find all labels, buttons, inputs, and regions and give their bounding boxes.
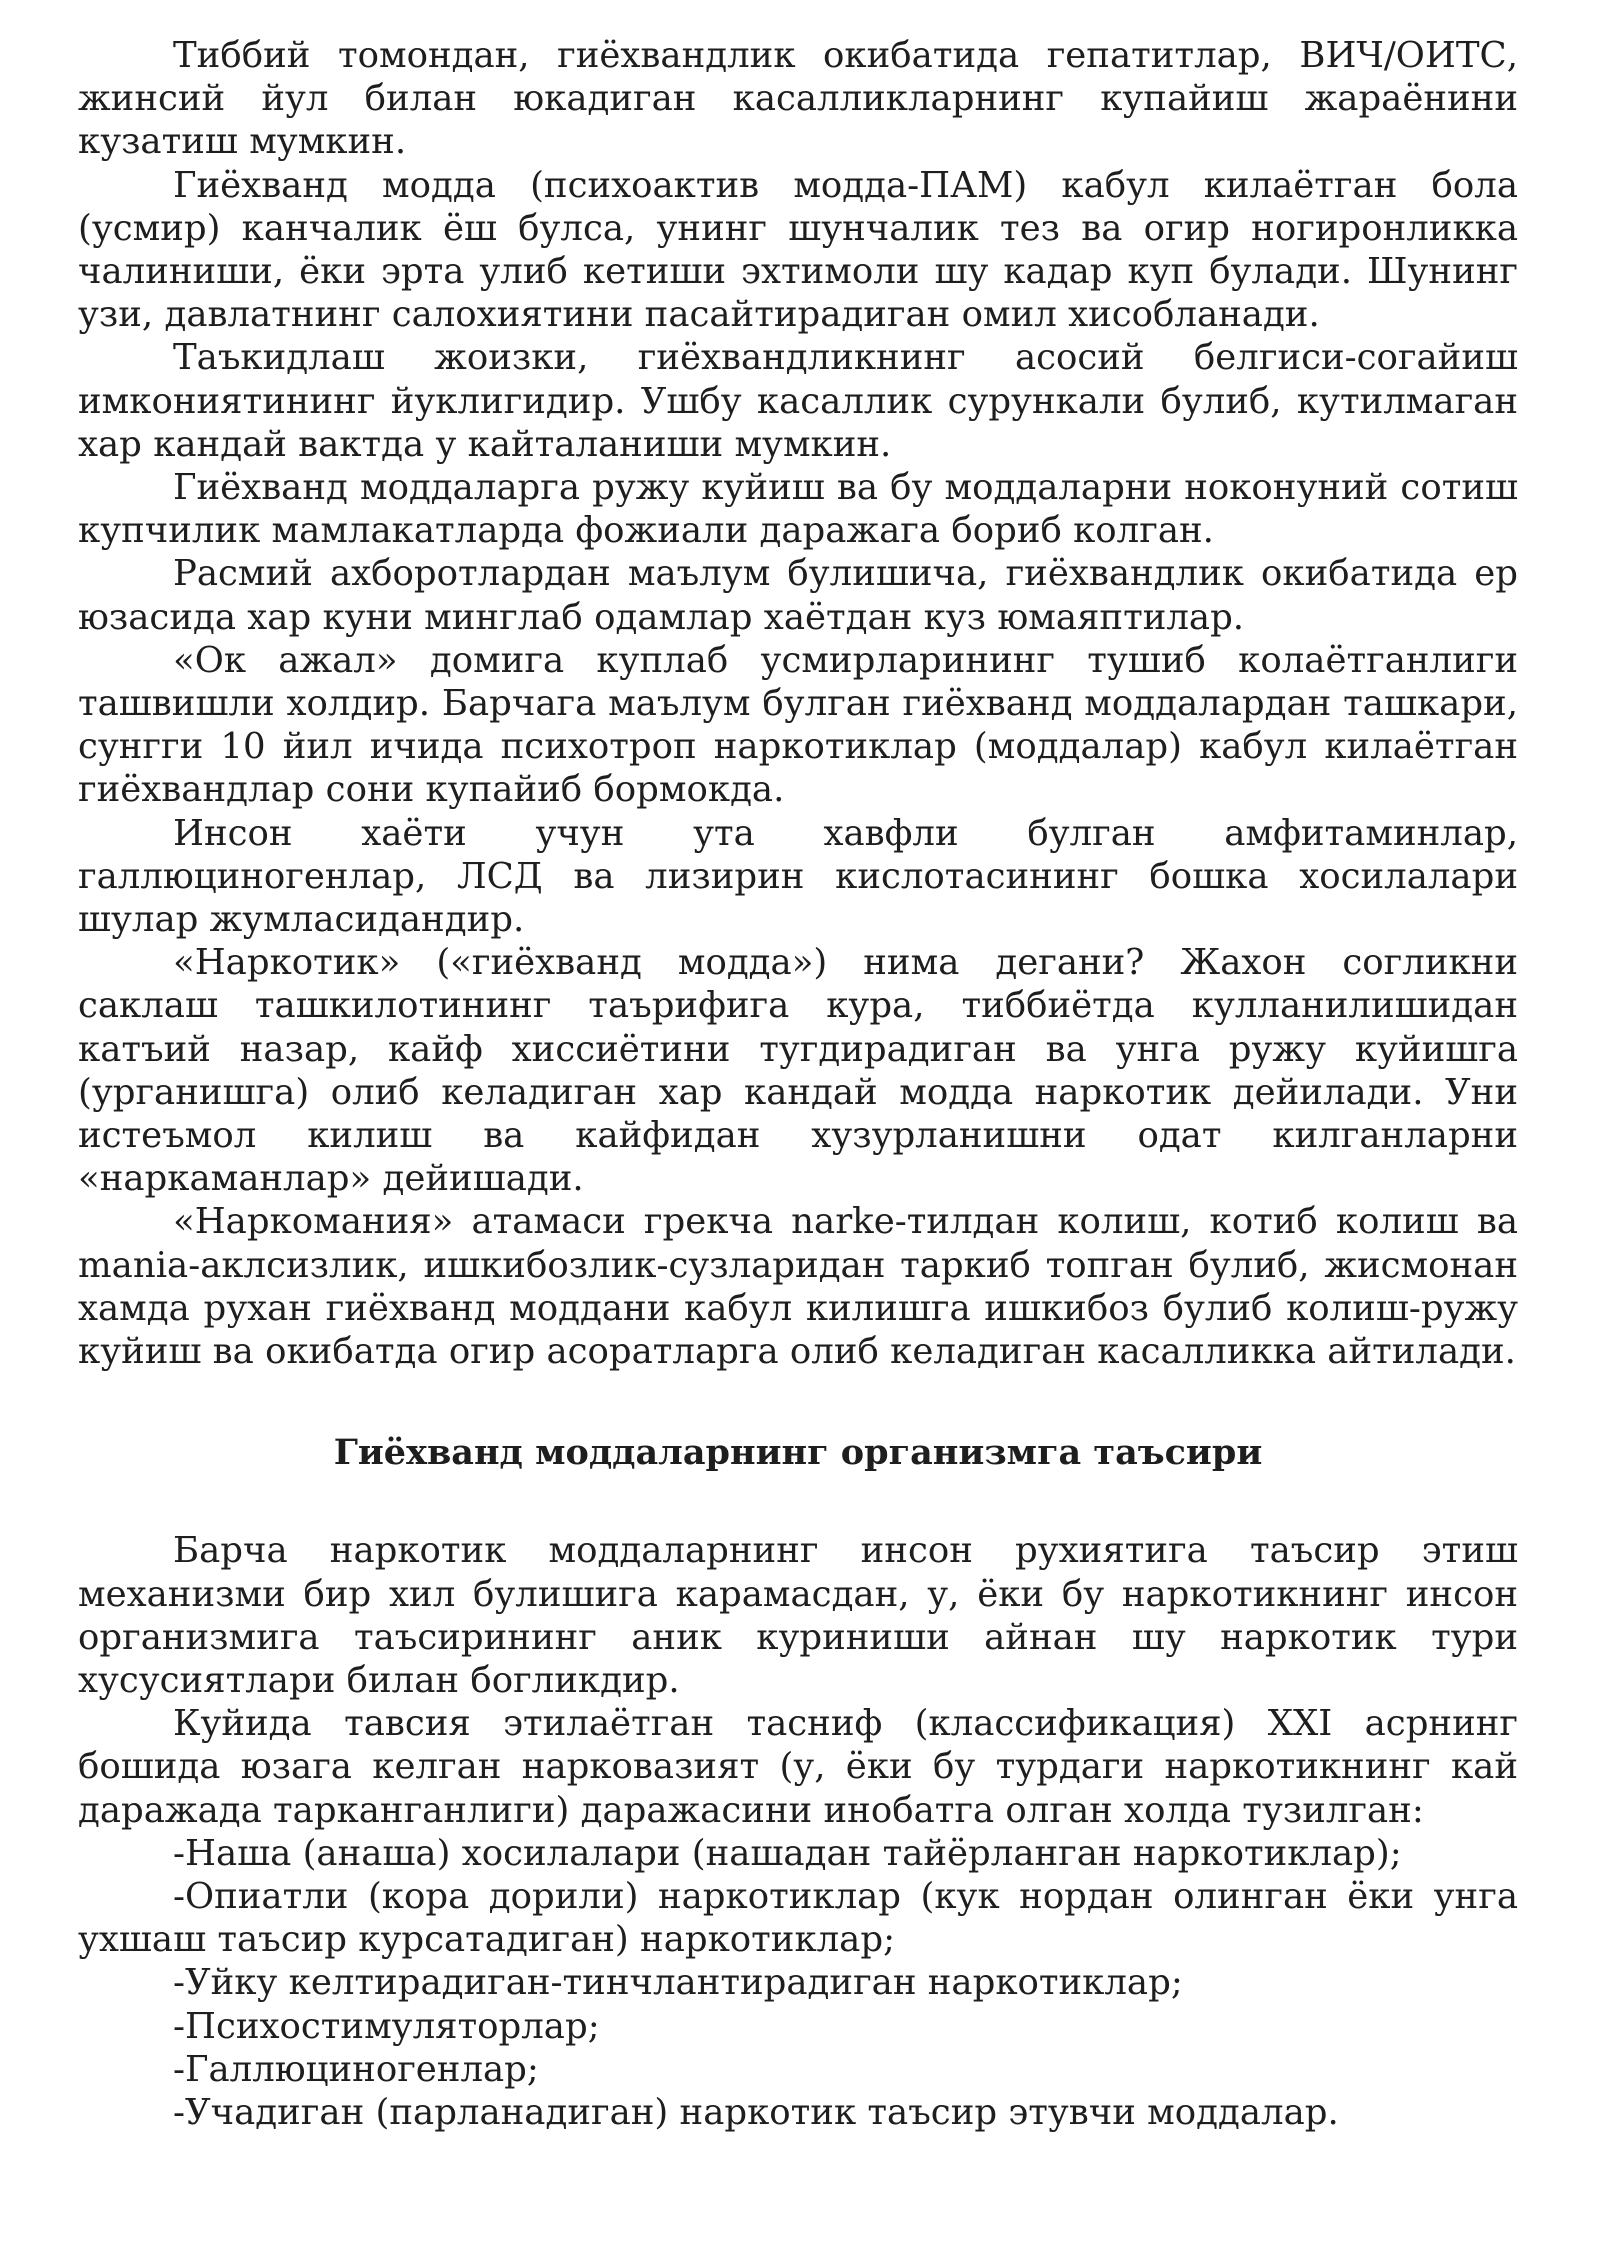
list-item: -Опиатли (кора дорили) наркотиклар (кук нордан олинган ёки унга ухшаш таъсир курсатадиган) наркотиклар;	[78, 1875, 1518, 1961]
paragraph: Инсон хаёти учун ута хавфли булган амфитаминлар, галлюциногенлар, ЛСД ва лизирин кислотасининг бошка хосилалари шулар жумласидандир.	[78, 812, 1518, 941]
classification-list	[78, 1832, 1518, 2134]
paragraph: Барча наркотик моддаларнинг инсон рухиятига таъсир этиш механизми бир хил булишига карамасдан, у, ёки бу наркотикнинг инсон организмига таъсирининг аник куриниши айнан шу наркотик тури хусусиятлари билан богликдир.	[78, 1530, 1518, 1701]
section-effects	[78, 1529, 1518, 2134]
list-item: -Психостимуляторлар;	[173, 2005, 600, 2047]
list-item: -Наша (анаша) хосилалари (нашадан тайёрланган наркотиклар);	[173, 1832, 1402, 1874]
paragraph: Гиёхванд моддаларга ружу куйиш ва бу моддаларни ноконуний сотиш купчилик мамлакатларда фожиали даражага бориб колган.	[78, 467, 1518, 552]
paragraph: «Ок ажал» домига куплаб усмирларининг тушиб колаётганлиги ташвишли холдир. Барчага маълум булган гиёхванд моддалардан ташкари, сунгги 10 йил ичида психотроп наркотиклар (моддалар) кабул килаётган гиёхвандлар сони купайиб бормокда.	[78, 639, 1518, 811]
section-intro	[78, 34, 1518, 1373]
list-item: -Галлюциногенлар;	[173, 2048, 539, 2090]
list-item: -Учадиган (парланадиган) наркотик таъсир этувчи моддалар.	[173, 2091, 1339, 2133]
paragraph: Расмий ахборотлардан маълум булишича, гиёхвандлик окибатида ер юзасида хар куни минглаб одамлар хаётдан куз юмаяптилар.	[78, 553, 1518, 638]
paragraph: Гиёхванд модда (психоактив модда-ПАМ) кабул килаётган бола (усмир) канчалик ёш булса, унинг шунчалик тез ва огир ногиронликка чалиниши, ёки эрта улиб кетиши эхтимоли шу кадар куп булади. Шунинг узи, давлатнинг салохиятини пасайтирадиган омил хисобланади.	[78, 164, 1518, 336]
paragraph: «Наркотик» («гиёхванд модда») нима дегани? Жахон согликни саклаш ташкилотининг таърифига кура, тиббиётда кулланилишидан катъий назар, кайф хиссиётини тугдирадиган ва унга ружу куйишга (урганишга) олиб келадиган хар кандай модда наркотик дейилади. Уни истеъмол килиш ва кайфидан хузурланишни одат килганларни «наркаманлар» дейишади.	[78, 942, 1518, 1200]
paragraph: «Наркомания» атамаси грекча narke-тилдан колиш, котиб колиш ва mania-аклсизлик, ишкибозлик-сузларидан таркиб топган булиб, жисмонан хамда рухан гиёхванд моддани кабул килишга ишкибоз булиб колиш-ружу куйиш ва окибатда огир асоратларга олиб келадиган касалликка айтилади.	[78, 1201, 1518, 1373]
section-heading: Гиёхванд моддаларнинг организмга таъсири	[333, 1432, 1263, 1474]
paragraph: Куйида тавсия этилаётган тасниф (классификация) XXI асрнинг бошида юзага келган нарковазият (у, ёки бу турдаги наркотикнинг кай даражада тарканганлиги) даражасини инобатга олган холда тузилган:	[78, 1703, 1518, 1831]
paragraph: Тиббий томондан, гиёхвандлик окибатида гепатитлар, ВИЧ/ОИТС, жинсий йул билан юкадиган касалликларнинг купайиш жараёнини кузатиш мумкин.	[78, 35, 1518, 163]
list-item: -Уйку келтирадиган-тинчлантирадиган наркотиклар;	[173, 1962, 1183, 2004]
paragraph: Таъкидлаш жоизки, гиёхвандликнинг асосий белгиси-согайиш имкониятининг йуклигидир. Ушбу касаллик сурункали булиб, кутилмаган хар кандай вактда у кайталаниши мумкин.	[78, 337, 1518, 465]
document-page	[78, 34, 1518, 2134]
